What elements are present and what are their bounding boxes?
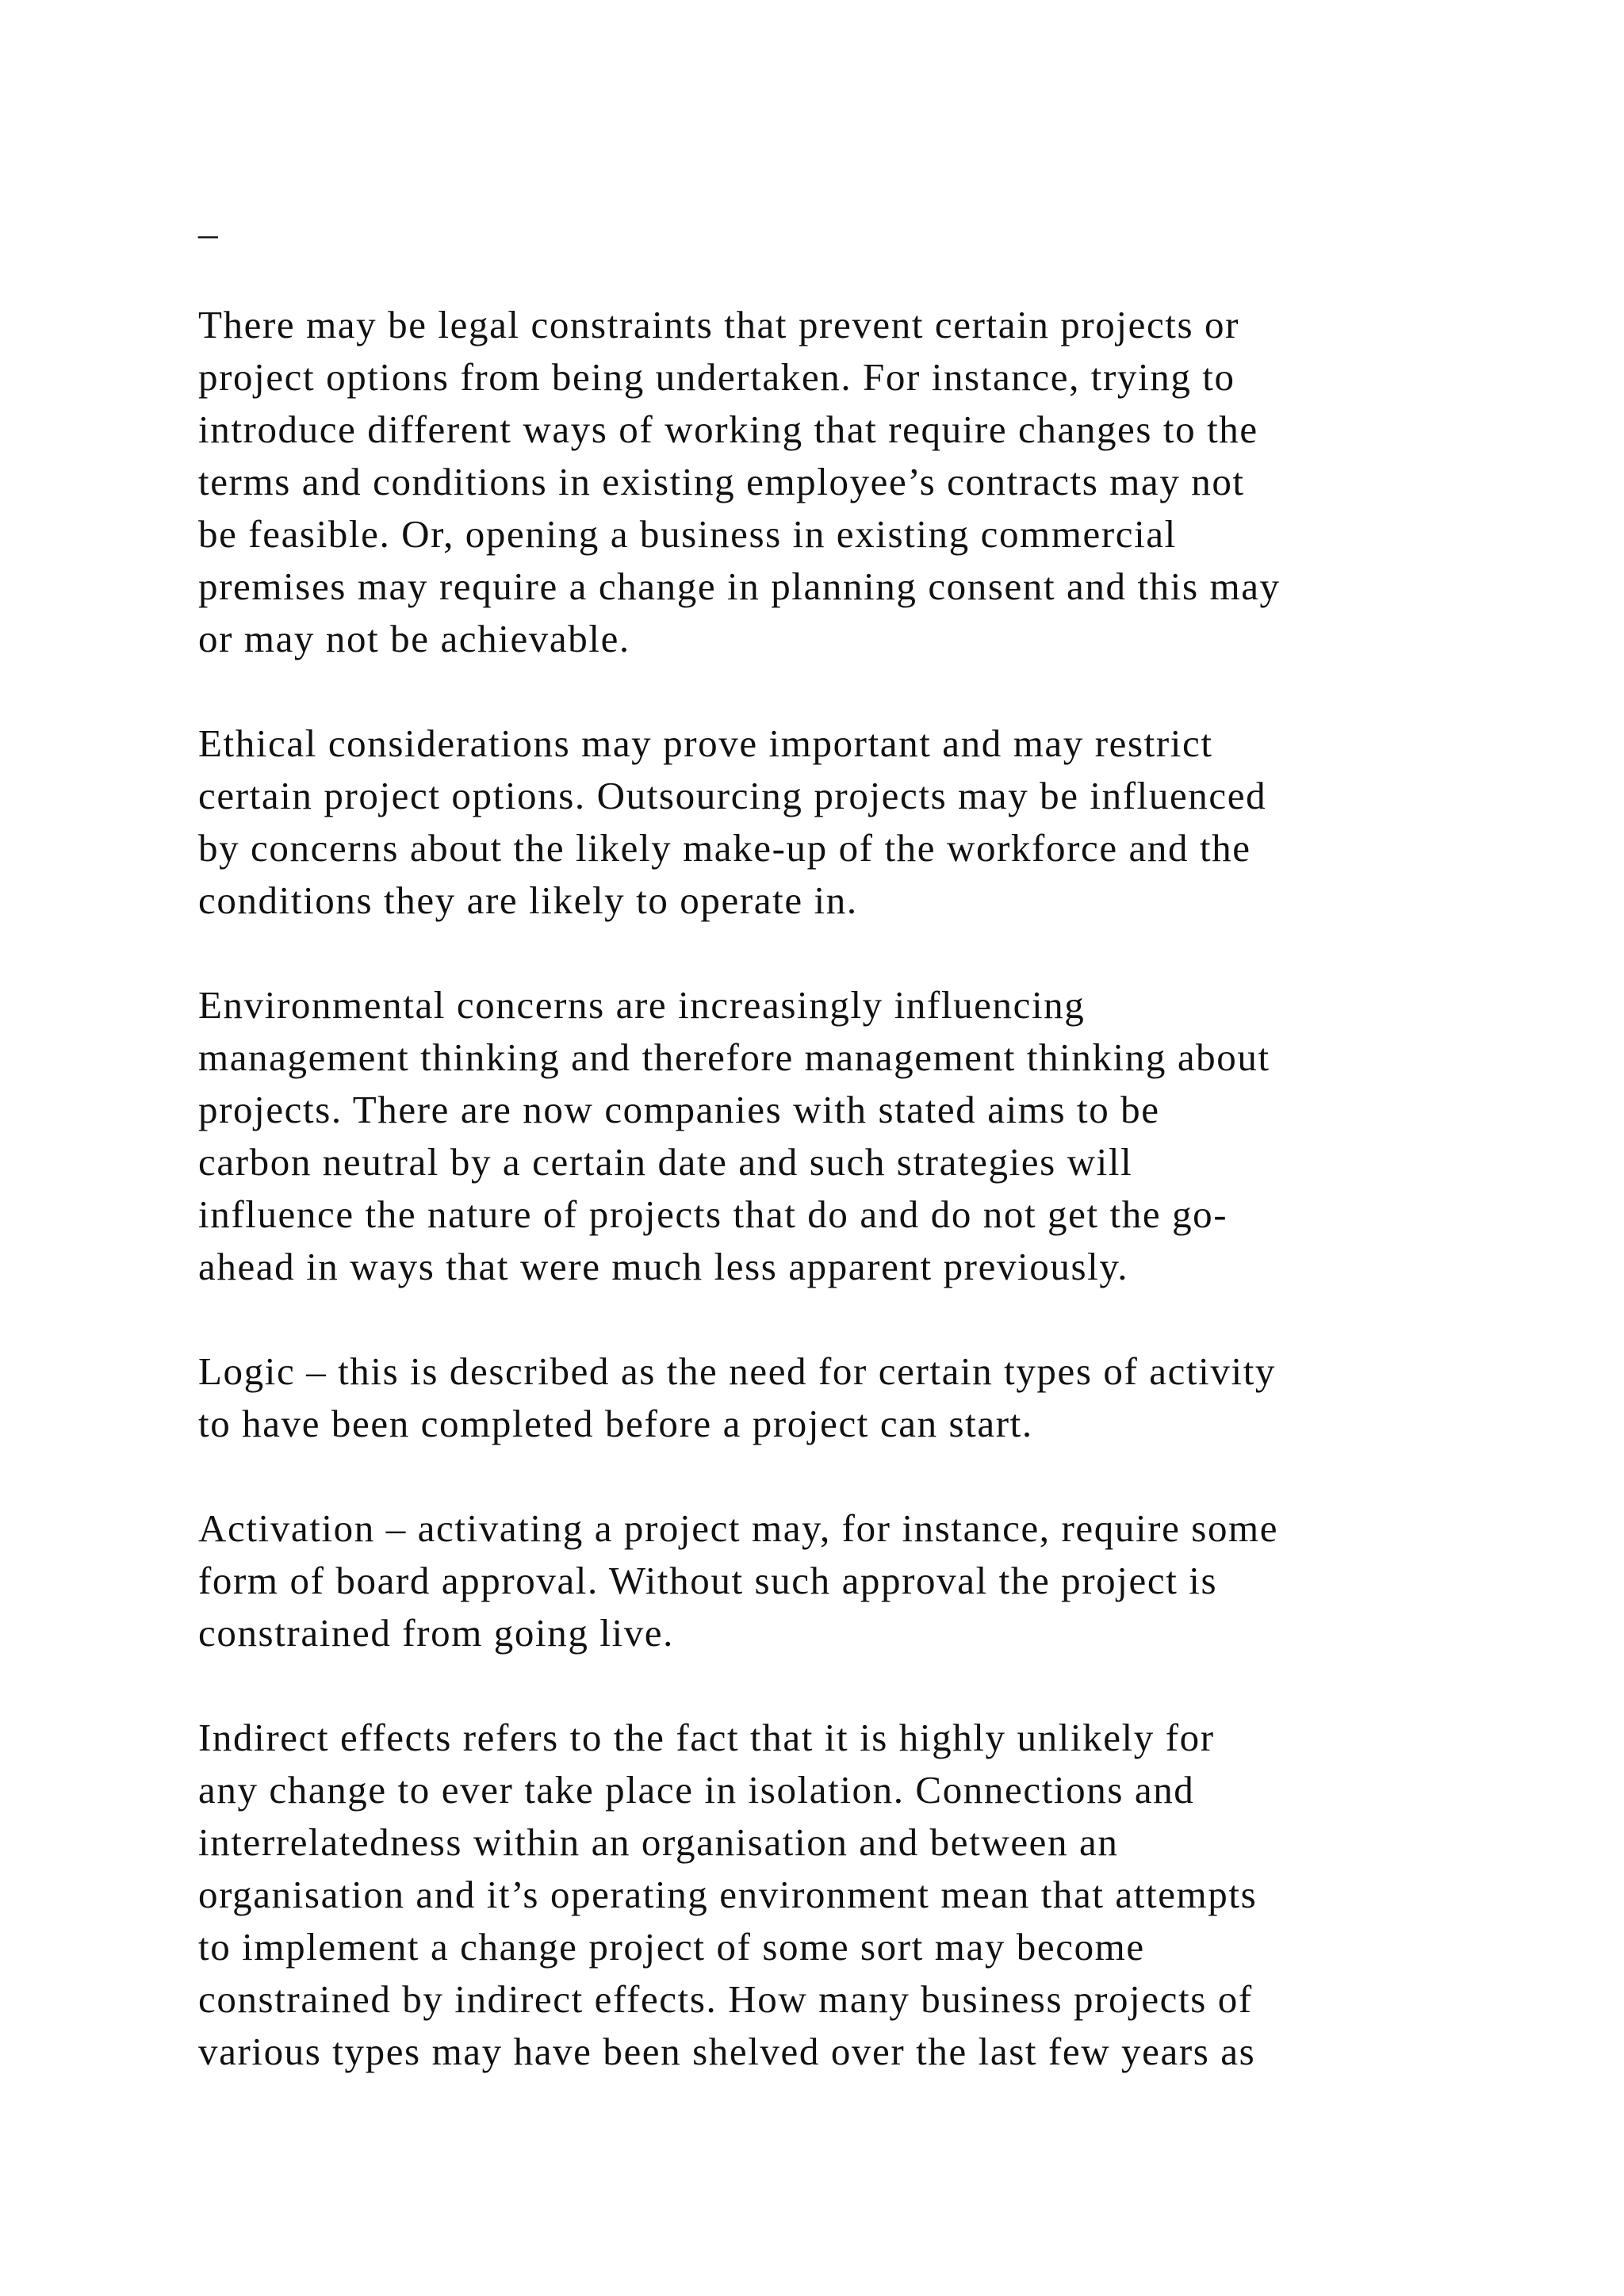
text-line: various types may have been shelved over the last few years as: [198, 2030, 1256, 2073]
text-line: Indirect effects refers to the fact that it is highly unlikely for: [198, 1716, 1215, 1759]
text-line: by concerns about the likely make-up of the workforce and the: [198, 826, 1251, 870]
text-line: Environmental concerns are increasingly influencing: [198, 983, 1086, 1027]
top-mark: _: [198, 198, 220, 242]
text-line: form of board approval. Without such approval the project is: [198, 1559, 1218, 1602]
text-line: be feasible. Or, opening a business in existing commercial: [198, 512, 1177, 556]
text-line: constrained by indirect effects. How many business projects of: [198, 1977, 1253, 2021]
text-line: to implement a change project of some sort may become: [198, 1925, 1145, 1969]
text-line: carbon neutral by a certain date and such strategies will: [198, 1140, 1133, 1184]
text-line: influence the nature of projects that do and do not get the go-: [198, 1192, 1228, 1236]
text-line: to have been completed before a project can start.: [198, 1402, 1033, 1445]
text-line: Logic – this is described as the need for certain types of activity: [198, 1349, 1277, 1393]
text-line: conditions they are likely to operate in.: [198, 878, 858, 922]
text-line: terms and conditions in existing employee’s contracts may not: [198, 460, 1245, 503]
text-line: introduce different ways of working that require changes to the: [198, 408, 1258, 451]
text-line: or may not be achievable.: [198, 617, 630, 660]
text-line: certain project options. Outsourcing projects may be influenced: [198, 774, 1267, 817]
text-line: Activation – activating a project may, for instance, require some: [198, 1506, 1279, 1550]
text-line: interrelatedness within an organisation and between an: [198, 1820, 1119, 1864]
text-line: project options from being undertaken. For instance, trying to: [198, 355, 1235, 399]
text-line: premises may require a change in planning consent and this may: [198, 564, 1281, 608]
text-line: any change to ever take place in isolation. Connections and: [198, 1768, 1195, 1812]
text-line: ahead in ways that were much less apparent previously.: [198, 1245, 1129, 1288]
text-line: organisation and it’s operating environment mean that attempts: [198, 1873, 1258, 1916]
text-line: management thinking and therefore management thinking about: [198, 1035, 1270, 1079]
text-line: There may be legal constraints that prevent certain projects or: [198, 303, 1240, 346]
paragraph-indirect-effects: [198, 1712, 1483, 2078]
text-line: projects. There are now companies with stated aims to be: [198, 1088, 1160, 1131]
text-line: constrained from going live.: [198, 1611, 674, 1655]
document-page: [198, 194, 1483, 2078]
paragraph-ethical-considerations: [198, 718, 1483, 927]
paragraph-environmental-concerns: [198, 979, 1483, 1293]
paragraph-activation: [198, 1502, 1483, 1659]
text-line: Ethical considerations may prove important and may restrict: [198, 721, 1213, 765]
paragraph-legal-constraints: [198, 299, 1483, 665]
paragraph-logic: [198, 1345, 1483, 1450]
